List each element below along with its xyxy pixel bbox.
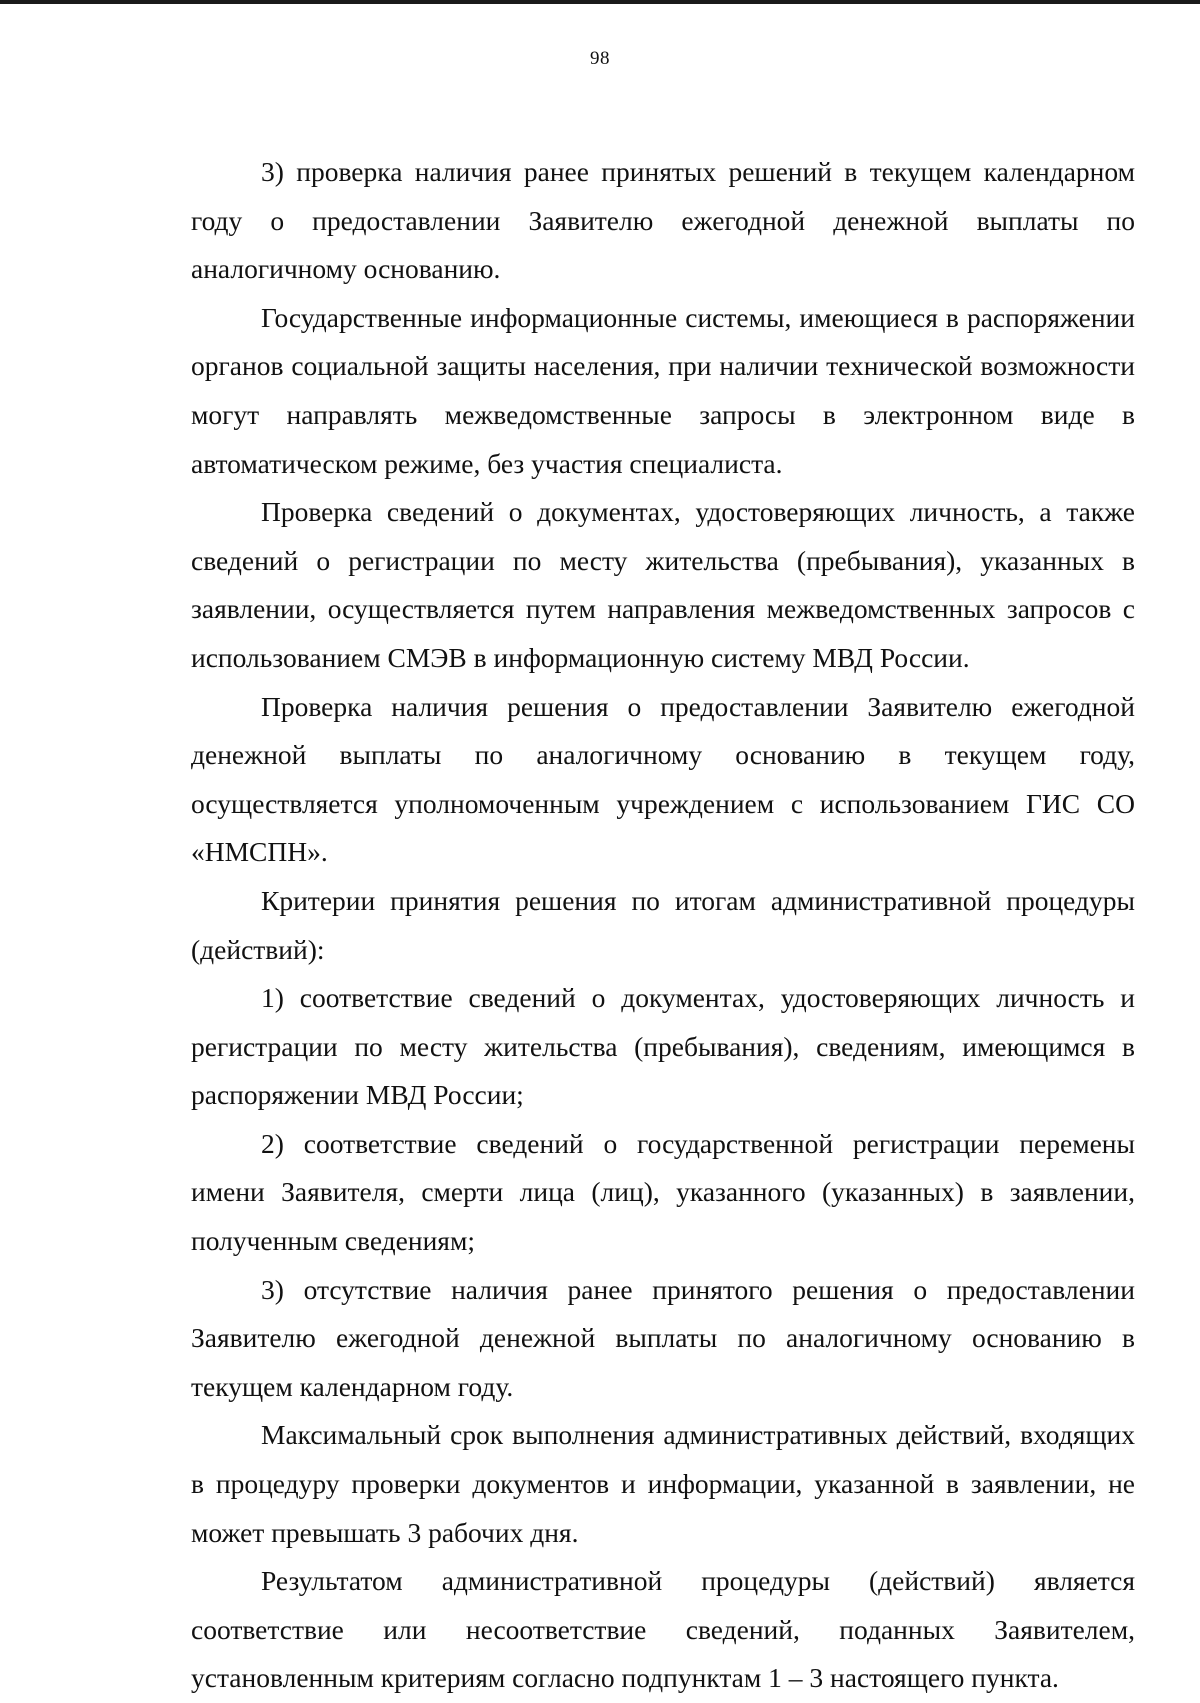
paragraph-8: 3) отсутствие наличия ранее принятого решения о предоставлении Заявителю ежегодной денежной выплаты по аналогичному основанию в текущем календарном году. bbox=[191, 1273, 1135, 1402]
paragraph-4: Проверка наличия решения о предоставлении Заявителю ежегодной денежной выплаты по аналогичному основанию в текущем году, осуществляется уполномоченным учреждением с использованием ГИС СО «НМСПН». bbox=[191, 690, 1135, 868]
page-number: 98 bbox=[590, 48, 610, 69]
document-body bbox=[191, 148, 1135, 1703]
paragraph-5: Критерии принятия решения по итогам административной процедуры (действий): bbox=[191, 884, 1135, 965]
page-top-edge bbox=[0, 0, 1200, 4]
paragraph-6: 1) соответствие сведений о документах, удостоверяющих личность и регистрации по месту жительства (пребывания), сведениям, имеющимся в распоряжении МВД России; bbox=[191, 982, 1135, 1111]
paragraph-2: Государственные информационные системы, имеющиеся в распоряжении органов социальной защиты населения, при наличии технической возможности могут направлять межведомственные запросы в электронном виде в автоматическом режиме, без участия специалиста. bbox=[191, 301, 1135, 479]
paragraph-7: 2) соответствие сведений о государственной регистрации перемены имени Заявителя, смерти лица (лиц), указанного (указанных) в заявлении, полученным сведениям; bbox=[191, 1127, 1135, 1257]
paragraph-1: 3) проверка наличия ранее принятых решений в текущем календарном году о предоставлении Заявителю ежегодной денежной выплаты по аналогичному основанию. bbox=[191, 156, 1135, 285]
paragraph-9: Максимальный срок выполнения административных действий, входящих в процедуру проверки документов и информации, указанной в заявлении, не может превышать 3 рабочих дня. bbox=[191, 1419, 1135, 1548]
paragraph-3: Проверка сведений о документах, удостоверяющих личность, а также сведений о регистрации по месту жительства (пребывания), указанных в заявлении, осуществляется путем направления межведомственных запросов с использованием СМЭВ в информационную систему МВД России. bbox=[191, 496, 1135, 673]
paragraph-10: Результатом административной процедуры (действий) является соответствие или несоответствие сведений, поданных Заявителем, установленным критериям согласно подпунктам 1 – 3 настоящего пункта. bbox=[191, 1565, 1135, 1694]
